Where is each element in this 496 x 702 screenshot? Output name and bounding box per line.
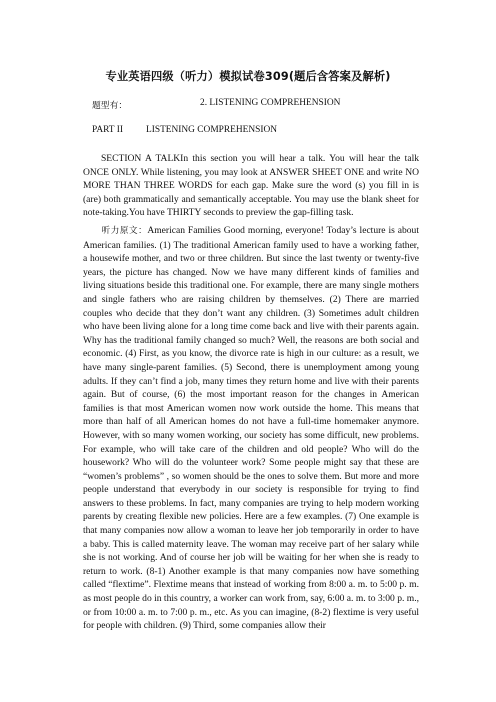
section-instructions: [83, 152, 419, 220]
part-value: LISTENING COMPREHENSION: [146, 125, 277, 135]
page-title: 专业英语四级（听力）模拟试卷309(题后含答案及解析): [105, 70, 391, 83]
question-type-value: 2. LISTENING COMPREHENSION: [200, 98, 341, 108]
question-type-label: 题型有：: [92, 101, 128, 111]
transcript-text: American Families Good morning, everyone! Today’s lecture is about American families. (1) The traditional American family used to have a working father, a housewife mother, and two or three children. But since the last twenty or twenty-five years, the picture has changed. Now we have many different kinds of families and living situations beside this traditional one. For example, there are many single mothers and single fathers who are raising children by themselves. (2) There are married couples who decide that they don’t want any children. (3) Sometimes adult children who have been living alone for a long time come back and live with their parents again. Why has the traditional family changed so much? Well, the reasons are both social and economic. (4) First, as you know, the divorce rate is high in our culture: as a result, we have many single-parent families. (5) Second, there is unemployment among young adults. If they can’t find a job, many times they return home and live with their parents again. But of course, (6) the most important reason for the changes in American families is that most American women now work outside the home. This means that more than half of all American homes do not have a full-time homemaker anymore. However, with so many women working, our society has some difficult, new problems. For example, who will take care of the children and old people? Who will do the housework? Who will do the volunteer work? Some people might say that these are “women’s problems” , so women should be the ones to solve them. But more and more people understand that everybody in our society is responsible for trying to find answers to these problems. In fact, many companies are trying to help modern working parents by creating flexible new policies. Here are a few examples. (7) One example is that many companies now allow a woman to leave her job temporarily in order to have a baby. This is called maternity leave. The woman may receive part of her salary while she is not working. And of course her job will be waiting for her when she is ready to return to work. (8-1) Another example is that many companies now have something called “flextime”. Flextime means that instead of working from 8:00 a. m. to 5:00 p. m. as most people do in this country, a worker can work from, say, 6:00 a. m. to 3:00 p. m., or from 10:00 a. m. to 7:00 p. m., etc. As you can imagine, (8-2) flextime is very useful for people with children. (9) Third, some companies allow their: [83, 225, 419, 632]
part-heading-row: [92, 125, 277, 135]
part-label: PART II: [92, 125, 123, 135]
transcript-label: 听力原文：: [101, 226, 148, 236]
section-instructions-text: SECTION A TALKIn this section you will hear a talk. You will hear the talk ONCE ONLY. While listening, you may look at ANSWER SHEET ONE and write NO MORE THAN THREE WORDS for each gap. Make sure the word (s) you fill in is (are) both grammatically and semantically acceptable. You may use the blank sheet for note-taking.You have THIRTY seconds to preview the gap-filling task.: [83, 153, 419, 219]
question-type-row: [92, 98, 341, 111]
transcript-paragraph: [83, 224, 419, 633]
